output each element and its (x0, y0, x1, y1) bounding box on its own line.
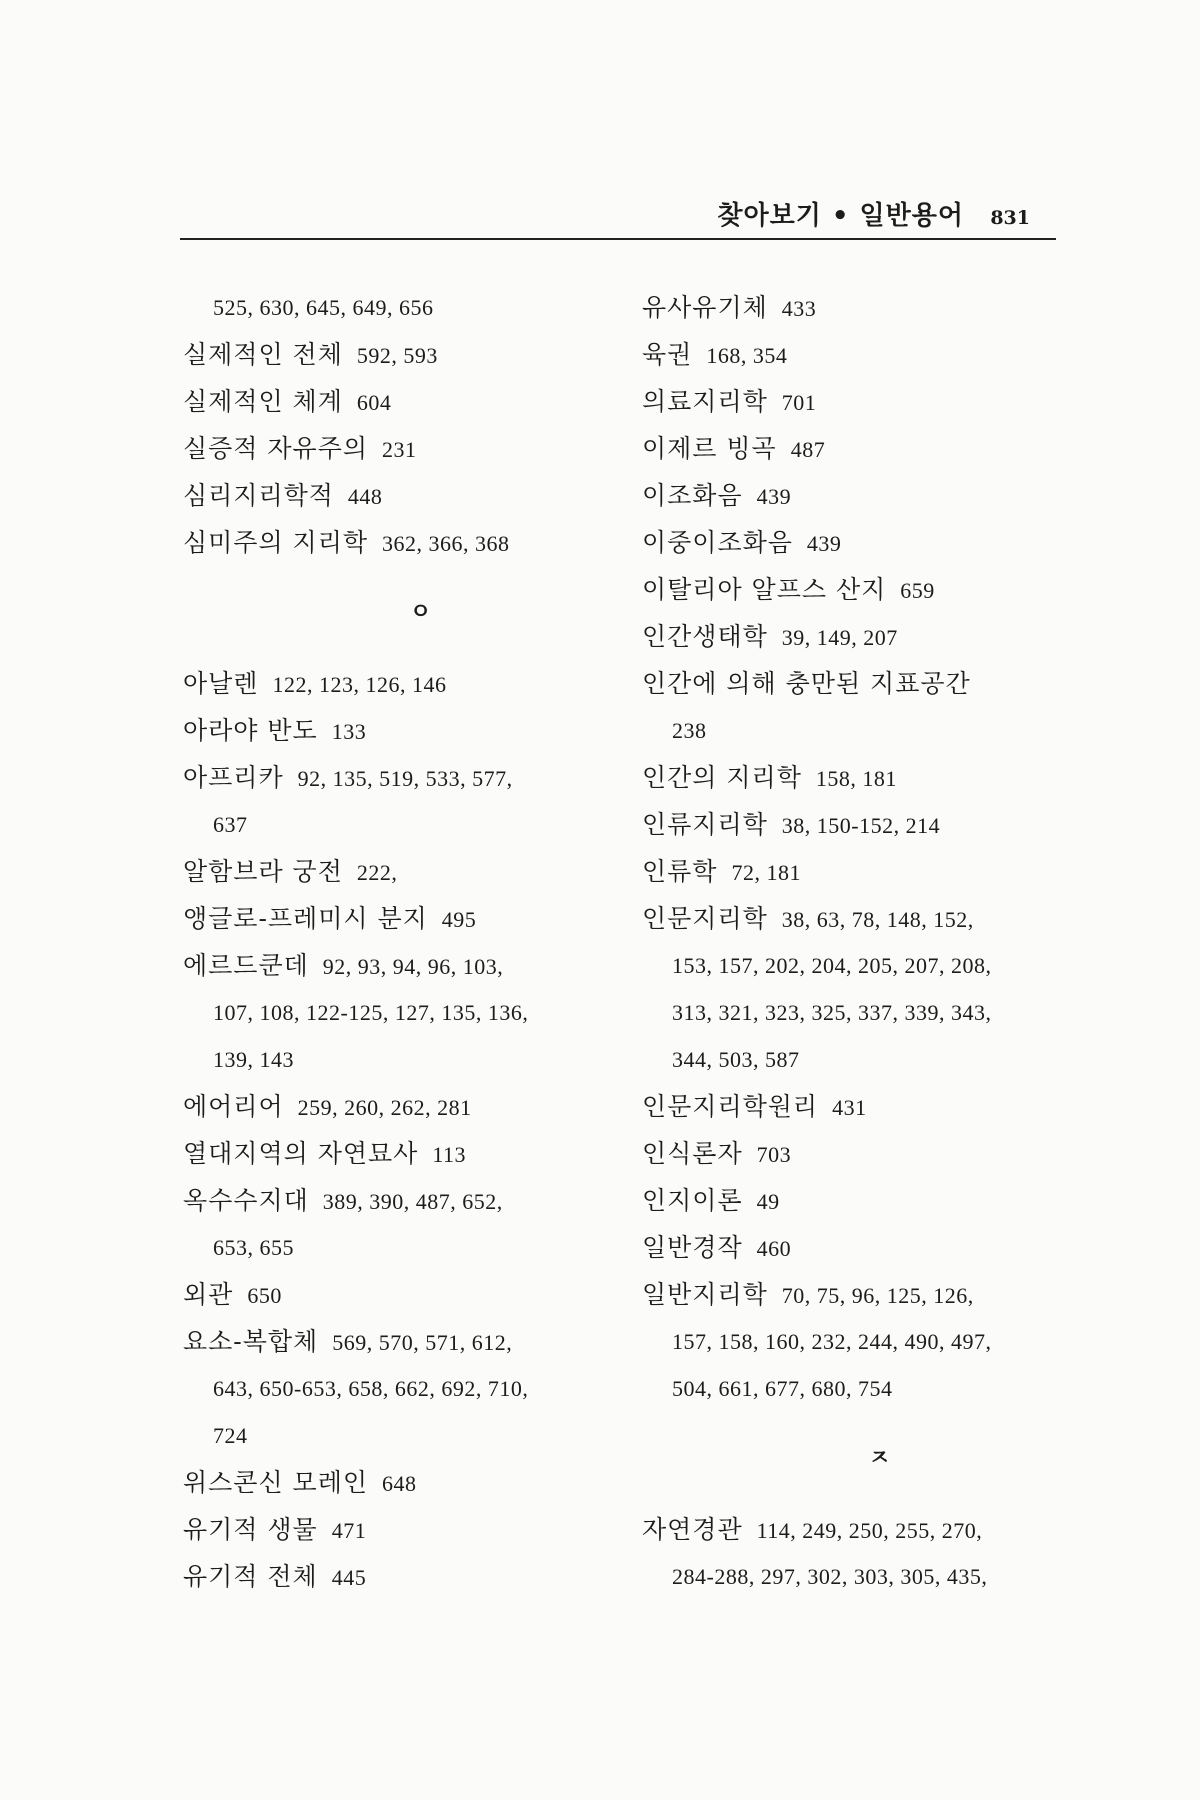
index-pages: 439 (806, 531, 842, 556)
index-pages: 38, 150-152, 214 (781, 813, 941, 838)
index-entry (642, 1130, 1087, 1177)
index-pages: 153, 157, 202, 204, 205, 207, 208, (672, 953, 992, 978)
index-entry (642, 1083, 1087, 1130)
index-pages: 49 (756, 1189, 780, 1214)
index-pages: 433 (781, 296, 817, 321)
index-entry-continuation (183, 989, 628, 1036)
index-entry (183, 1459, 628, 1506)
index-pages: 389, 390, 487, 652, (322, 1189, 503, 1214)
section-heading: ㅇ (409, 600, 432, 625)
index-term: 육권 (642, 340, 693, 369)
index-entry (183, 1083, 628, 1130)
index-pages: 495 (441, 907, 477, 932)
index-term: 알함브라 궁전 (183, 857, 343, 886)
index-term: 에르드쿤데 (183, 951, 309, 980)
index-term: 인간생태학 (642, 622, 768, 651)
index-term: 인류학 (642, 857, 718, 886)
index-entry (642, 331, 1087, 378)
index-term: 일반지리학 (642, 1280, 768, 1309)
index-entry (642, 472, 1087, 519)
index-entry (642, 895, 1087, 942)
index-entry (183, 1177, 628, 1224)
index-entry (642, 660, 1087, 707)
index-entry (642, 1224, 1087, 1271)
index-term: 인지이론 (642, 1186, 743, 1215)
index-entry-continuation (642, 1036, 1087, 1083)
index-pages: 157, 158, 160, 232, 244, 490, 497, (672, 1329, 992, 1354)
index-entry (183, 1130, 628, 1177)
index-entry (183, 942, 628, 989)
index-entry (183, 519, 628, 566)
page-number: 831 (990, 207, 1030, 229)
index-pages: 238 (672, 718, 707, 743)
index-entry-continuation (642, 707, 1087, 754)
index-pages: 653, 655 (213, 1235, 294, 1260)
index-pages: 659 (900, 578, 935, 603)
index-pages: 439 (756, 484, 792, 509)
index-entry (183, 754, 628, 801)
index-pages: 724 (213, 1423, 248, 1448)
index-term: 인간에 의해 충만된 지표공간 (642, 669, 971, 698)
index-term: 심미주의 지리학 (183, 528, 368, 557)
index-entry (183, 472, 628, 519)
index-term: 이탈리아 알프스 산지 (642, 575, 887, 604)
index-term: 앵글로-프레미시 분지 (183, 904, 428, 933)
index-pages: 133 (331, 719, 367, 744)
index-pages: 592, 593 (356, 343, 438, 368)
index-entry (642, 284, 1087, 331)
index-entry (642, 613, 1087, 660)
index-entry (642, 1506, 1087, 1553)
index-entry (183, 378, 628, 425)
index-pages: 122, 123, 126, 146 (272, 672, 447, 697)
index-pages: 362, 366, 368 (382, 531, 510, 556)
index-entry (642, 1177, 1087, 1224)
index-pages: 637 (213, 812, 248, 837)
index-entry (183, 1506, 628, 1553)
index-pages: 113 (432, 1142, 466, 1167)
index-entry (183, 895, 628, 942)
index-term: 심리지리학적 (183, 481, 334, 510)
index-pages: 344, 503, 587 (672, 1047, 800, 1072)
index-pages: 445 (331, 1565, 367, 1590)
index-pages: 525, 630, 645, 649, 656 (213, 295, 434, 320)
index-column-right (642, 284, 1087, 1600)
index-entry (642, 754, 1087, 801)
index-entry-continuation (183, 1224, 628, 1271)
index-pages: 168, 354 (706, 343, 788, 368)
index-pages: 701 (781, 390, 817, 415)
index-entry-continuation (642, 1365, 1087, 1412)
index-pages: 231 (382, 437, 417, 462)
index-entry (183, 848, 628, 895)
section-heading: ㅈ (868, 1446, 891, 1471)
index-term: 인류지리학 (642, 810, 768, 839)
index-pages: 114, 249, 250, 255, 270, (756, 1518, 983, 1543)
index-entry (183, 1318, 628, 1365)
index-term: 아라야 반도 (183, 716, 318, 745)
index-term: 요소-복합체 (183, 1327, 319, 1356)
index-term: 유사유기체 (642, 293, 768, 322)
index-term: 인문지리학 (642, 904, 768, 933)
index-pages: 471 (331, 1518, 367, 1543)
index-entry (642, 378, 1087, 425)
index-term: 외관 (183, 1280, 234, 1309)
index-pages: 107, 108, 122-125, 127, 135, 136, (213, 1000, 529, 1025)
index-entry (642, 848, 1087, 895)
index-pages: 70, 75, 96, 125, 126, (781, 1283, 974, 1308)
index-term: 인간의 지리학 (642, 763, 802, 792)
index-entry-continuation (183, 801, 628, 848)
index-term: 아프리카 (183, 763, 284, 792)
index-pages: 504, 661, 677, 680, 754 (672, 1376, 893, 1401)
index-pages: 431 (832, 1095, 867, 1120)
index-term: 인식론자 (642, 1139, 743, 1168)
index-entry-continuation (183, 284, 628, 331)
index-entry (183, 707, 628, 754)
index-pages: 460 (756, 1236, 792, 1261)
index-pages: 703 (756, 1142, 792, 1167)
index-entry (642, 519, 1087, 566)
index-pages: 650 (247, 1283, 282, 1308)
index-entry (183, 331, 628, 378)
index-pages: 158, 181 (815, 766, 897, 791)
index-term: 이제르 빙곡 (642, 434, 777, 463)
index-entry-continuation (642, 942, 1087, 989)
index-term: 유기적 생물 (183, 1515, 318, 1544)
index-entry-continuation (183, 1412, 628, 1459)
index-pages: 92, 93, 94, 96, 103, (322, 954, 504, 979)
index-entry-continuation (183, 1365, 628, 1412)
index-term: 실제적인 체계 (183, 387, 343, 416)
index-entry (183, 425, 628, 472)
index-term: 열대지역의 자연묘사 (183, 1139, 419, 1168)
index-pages: 38, 63, 78, 148, 152, (781, 907, 974, 932)
index-entry (183, 1271, 628, 1318)
index-term: 실제적인 전체 (183, 340, 343, 369)
index-pages: 648 (382, 1471, 417, 1496)
index-pages: 222, (356, 860, 398, 885)
index-pages: 259, 260, 262, 281 (297, 1095, 472, 1120)
index-pages: 72, 181 (731, 860, 801, 885)
index-pages: 39, 149, 207 (781, 625, 898, 650)
index-term: 에어리어 (183, 1092, 284, 1121)
index-entry (642, 1271, 1087, 1318)
index-entry (642, 801, 1087, 848)
index-entry-continuation (642, 989, 1087, 1036)
index-term: 인문지리학원리 (642, 1092, 819, 1121)
index-entry (183, 1553, 628, 1600)
index-column-left (183, 284, 628, 1600)
index-pages: 92, 135, 519, 533, 577, (297, 766, 513, 791)
index-term: 자연경관 (642, 1515, 743, 1544)
index-term: 일반경작 (642, 1233, 743, 1262)
index-entry (642, 566, 1087, 613)
index-pages: 643, 650-653, 658, 662, 692, 710, (213, 1376, 529, 1401)
index-entry-continuation (642, 1318, 1087, 1365)
index-pages: 139, 143 (213, 1047, 294, 1072)
index-term: 의료지리학 (642, 387, 768, 416)
index-term: 유기적 전체 (183, 1562, 318, 1591)
index-pages: 604 (356, 390, 392, 415)
index-pages: 448 (347, 484, 383, 509)
index-entry-continuation (183, 1036, 628, 1083)
index-entry (183, 660, 628, 707)
index-pages: 284-288, 297, 302, 303, 305, 435, (672, 1564, 988, 1589)
index-pages: 569, 570, 571, 612, (332, 1330, 513, 1355)
index-pages: 313, 321, 323, 325, 337, 339, 343, (672, 1000, 992, 1025)
index-term: 아날렌 (183, 669, 259, 698)
index-entry (642, 425, 1087, 472)
index-entry-continuation (642, 1553, 1087, 1600)
index-term: 위스콘신 모레인 (183, 1468, 368, 1497)
header-title: 찾아보기 • 일반용어 (717, 201, 964, 231)
page-header (180, 196, 1056, 240)
index-term: 이중이조화음 (642, 528, 793, 557)
index-term: 옥수수지대 (183, 1186, 309, 1215)
index-term: 이조화음 (642, 481, 743, 510)
index-term: 실증적 자유주의 (183, 434, 368, 463)
index-pages: 487 (790, 437, 826, 462)
